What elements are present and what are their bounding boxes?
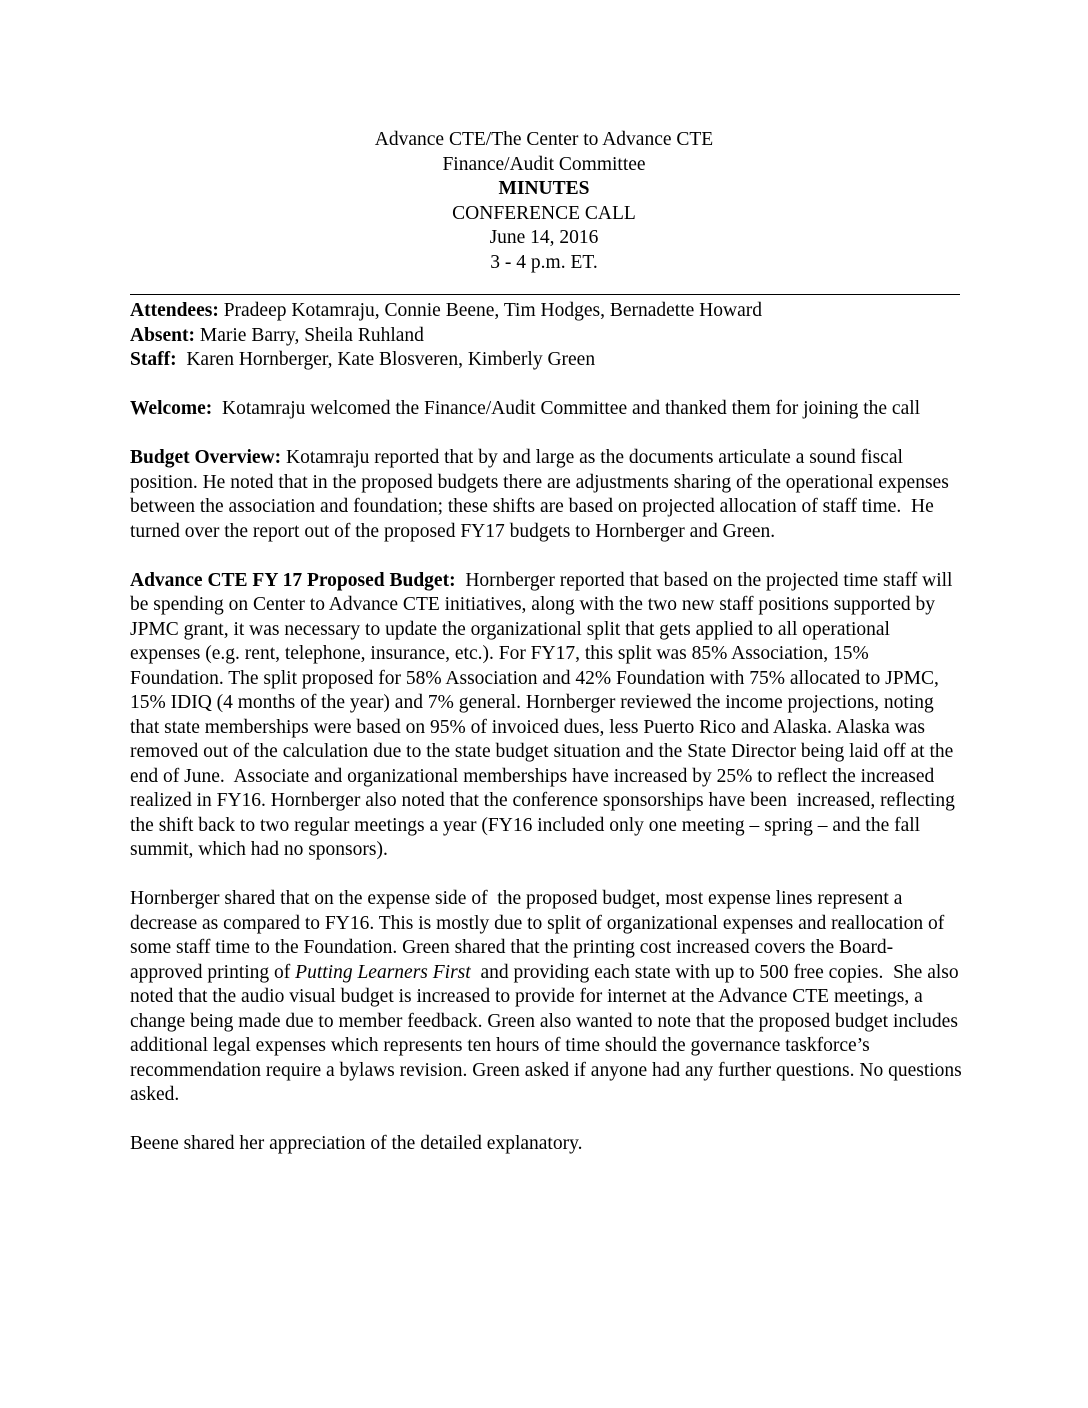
expense-text-before: Hornberger shared that on the expense side of the proposed budget, most expense lines represent a decrease as compared to FY16. This is mostly due to split of organizational expenses and reallocation of some staff time to the Foundation. Green shared that the printing cost increased covers the Board-approved printing of [130, 888, 950, 983]
meeting-type: CONFERENCE CALL [452, 202, 636, 224]
publication-title: Putting Learners First [295, 961, 471, 983]
welcome-section [130, 397, 962, 422]
budget-overview-text: Kotamraju reported that by and large as the documents articulate a sound fiscal position. He noted that in the proposed budgets there are adjustments sharing of the operational expenses between the association and foundation; these shifts are based on projected allocation of staff time. He turned over the report out of the proposed FY17 budgets to Hornberger and Green. [130, 447, 954, 542]
attendees-list: Pradeep Kotamraju, Connie Beene, Tim Hodges, Bernadette Howard [218, 300, 762, 321]
attendees-line [130, 299, 962, 324]
absent-line [130, 324, 962, 349]
welcome-label: Welcome: [130, 398, 213, 419]
org-title: Advance CTE/The Center to Advance CTE [374, 129, 714, 150]
header-divider [130, 294, 960, 295]
expense-text-after: and providing each state with up to 500 free copies. She also noted that the audio visual budget is increased to provide for internet at the Advance CTE meetings, a change being made due to member feedback. Green also wanted to note that the proposed budget includes additional legal expenses which represents ten hours of time should the governance taskforce’s recommendation require a bylaws revision. Green asked if anyone had any further questions. No questions asked. [130, 961, 967, 1105]
meeting-time: 3 - 4 p.m. ET. [490, 251, 598, 273]
staff-list: Karen Hornberger, Kate Blosveren, Kimberly Green [176, 349, 596, 370]
closing-text: Beene shared her appreciation of the detailed explanatory. [130, 1133, 583, 1154]
fy17-budget-section [130, 569, 962, 863]
absent-list: Marie Barry, Sheila Ruhland [195, 324, 424, 346]
minutes-body [130, 299, 967, 1157]
staff-line [130, 348, 962, 373]
minutes-title: MINUTES [498, 178, 590, 199]
meeting-date: June 14, 2016 [489, 227, 599, 248]
budget-overview-label: Budget Overview: [130, 447, 282, 468]
closing-section [130, 1132, 962, 1157]
absent-label: Absent: [130, 324, 196, 346]
budget-overview-section [130, 446, 962, 544]
attendees-label: Attendees: [130, 300, 219, 321]
expense-section [130, 887, 967, 1108]
committee-name: Finance/Audit Committee [442, 153, 646, 175]
staff-label: Staff: [130, 349, 177, 370]
welcome-text: Kotamraju welcomed the Finance/Audit Committee and thanked them for joining the call [212, 398, 921, 419]
fy17-budget-text: Hornberger reported that based on the projected time staff will be spending on Center to Advance CTE initiatives, along with the two new staff positions supported by JPMC grant, it was necessary to update the organizational split that gets applied to all operational expenses (e.g. rent, telephone, insurance, etc.). For FY17, this split was 85% Association, 15% Foundation. The split proposed for 58% Association and 42% Foundation with 75% allocated to JPMC, 15% IDIQ (4 months of the year) and 7% general. Hornberger reviewed the income projections, noting that state memberships were based on 95% of invoiced dues, less Puerto Rico and Alaska. Alaska was removed out of the calculation due to the state budget situation and the State Director being laid off at the end of June. Associate and organizational memberships have increased by 25% to reflect the increased realized in FY16. Hornberger also noted that the conference sponsorships have been increased, reflecting the shift back to two regular meetings a year (FY16 included only one meeting – spring – and the fall summit, which had no sponsors). [130, 569, 960, 860]
document-header [0, 128, 1088, 275]
fy17-budget-label: Advance CTE FY 17 Proposed Budget: [130, 569, 456, 591]
